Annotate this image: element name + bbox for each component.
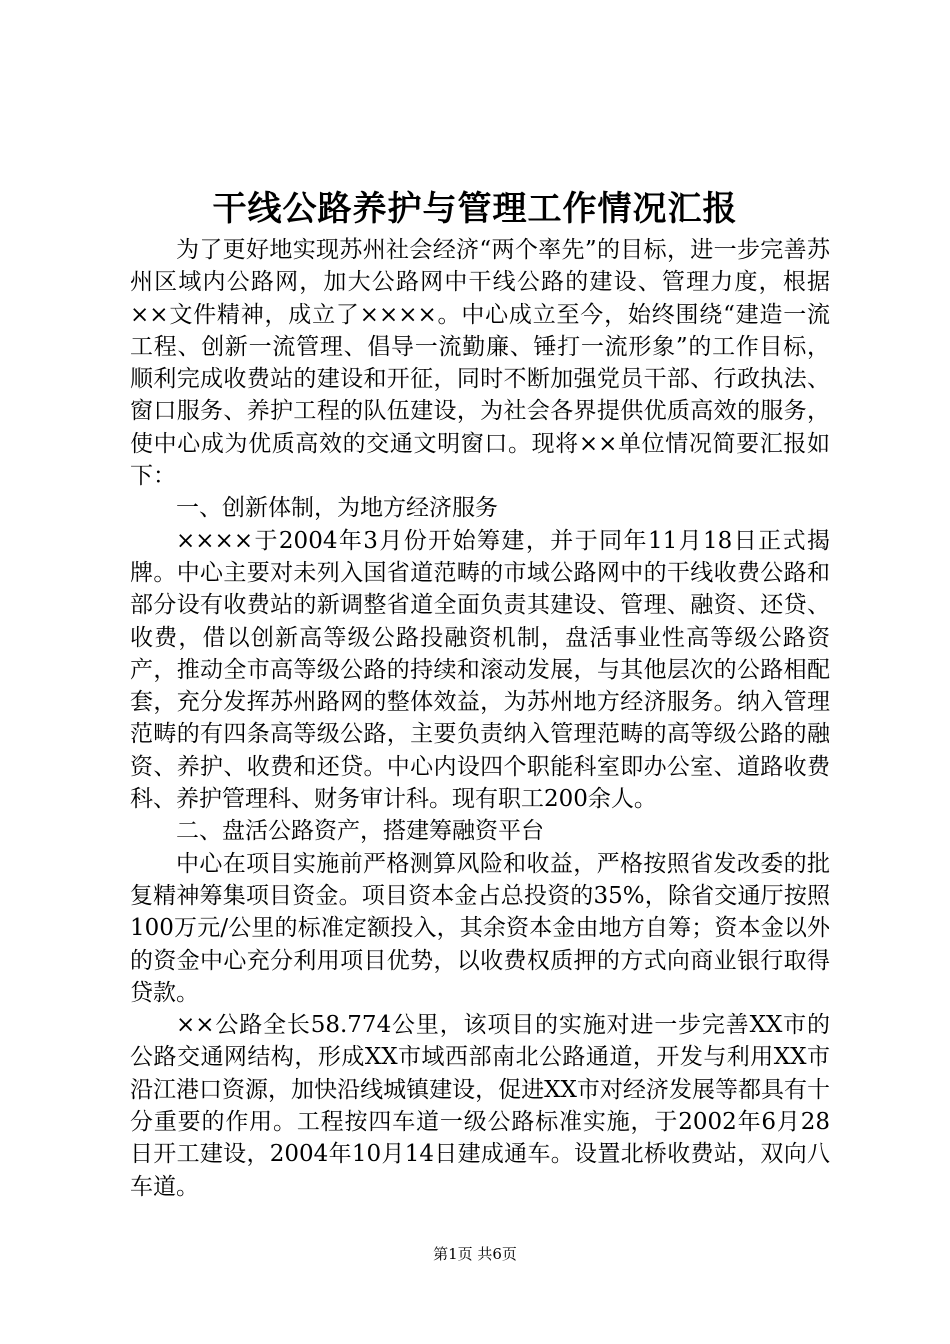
paragraph-section-2-funding: 中心在项目实施前严格测算风险和收益，严格按照省发改委的批复精神筹集项目资金。项目资本金占总投资的35%，除省交通厅按照100万元/公里的标准定额投入，其余资本金由地方自筹；资本金以外的资金中心充分利用项目优势，以收费权质押的方式向商业银行取得贷款。 [130,850,830,1006]
section-heading-2: 二、盘活公路资产，搭建筹融资平台 [176,818,544,845]
page-number-footer: 第1页 共6页 [433,1245,517,1263]
paragraph-section-2-road: ××公路全长58.774公里，该项目的实施对进一步完善XX市的公路交通网结构，形成XX市域西部南北公路通道，开发与利用XX市沿江港口资源，加快沿线城镇建设，促进XX市对经济发展等都具有十分重要的作用。工程按四车道一级公路标准实施，于2002年6月28日开工建设，2004年10月14日建成通车。设置北桥收费站，双向八车道。 [130,1012,830,1200]
paragraph-intro: 为了更好地实现苏州社会经济“两个率先”的目标，进一步完善苏州区域内公路网，加大公路网中干线公路的建设、管理力度，根据××文件精神，成立了××××。中心成立至今，始终围绕“建造一流工程、创新一流管理、倡导一流勤廉、锤打一流形象”的工作目标，顺利完成收费站的建设和开征，同时不断加强党员干部、行政执法、窗口服务、养护工程的队伍建设，为社会各界提供优质高效的服务，使中心成为优质高效的交通文明窗口。现将××单位情况简要汇报如下： [130,237,830,490]
document-title: 干线公路养护与管理工作情况汇报 [212,189,738,229]
section-heading-1: 一、创新体制，为地方经济服务 [176,495,498,522]
document-body [130,234,830,1203]
paragraph-section-1: ××××于2004年3月份开始筹建，并于同年11月18日正式揭牌。中心主要对未列入国省道范畴的市域公路网中的干线收费公路和部分设有收费站的新调整省道全面负责其建设、管理、融资、还贷、收费，借以创新高等级公路投融资机制，盘活事业性高等级公路资产，推动全市高等级公路的持续和滚动发展，与其他层次的公路相配套，充分发挥苏州路网的整体效益，为苏州地方经济服务。纳入管理范畴的有四条高等级公路，主要负责纳入管理范畴的高等级公路的融资、养护、收费和还贷。中心内设四个职能科室即办公室、道路收费科、养护管理科、财务审计科。现有职工200余人。 [130,527,830,813]
